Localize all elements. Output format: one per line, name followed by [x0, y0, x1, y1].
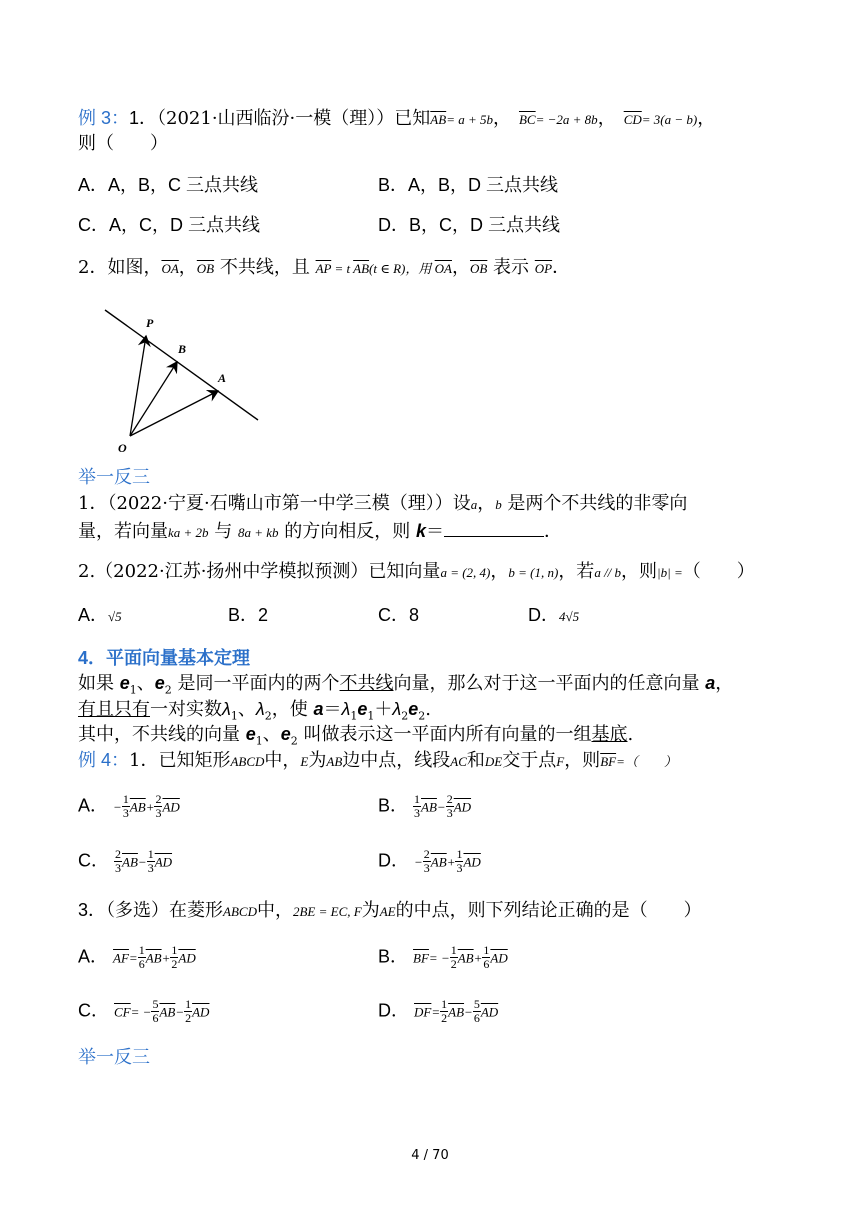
practice1-option-c: C．8 — [378, 605, 420, 625]
vec-ab: $\overline{AB}$ — [430, 112, 447, 127]
practice1-option-b: B．2 — [228, 605, 269, 625]
page-number: 4 / 70 — [411, 1148, 449, 1163]
theorem-line1: 如果 $e_1$、$e_2$ 是同一平面内的两个不共线向量，那么对于这一平面内的任意向量 a， — [78, 673, 734, 697]
vector-op — [130, 336, 146, 436]
vec-bc-value: = −2a + 8b — [535, 112, 598, 127]
ex3-option-b: B．A，B，D 三点共线 — [378, 175, 559, 195]
ex3-q1-source: （2021·山西临汾·一模（理））已知 — [157, 108, 431, 129]
ex4-q3-line: 3．（多选）在菱形ABCD中，2BE = EC, F为AE的中点，则下列结论正确的是（ ） — [78, 900, 702, 921]
ex4-q3-option-a: A． $\overline{AF}=$ $\frac{1}{6}$ $\overline{AB}+$ $\frac{1}{2}$ $\overline{AD}$ — [78, 943, 196, 971]
vec-ab-value: = a + 5b — [446, 112, 493, 127]
ex4-option-a: A． − $\frac{1}{3}$ $\overline{AB}+$ $\frac{2}{3}$ $\overline{AD}$ — [78, 792, 180, 820]
theorem-title: 4．平面向量基本定理 — [78, 648, 251, 668]
ex3-q1-number: 1． — [129, 108, 158, 128]
practice1-option-d: D．4√5 — [528, 605, 580, 625]
practice1-q1-line2: 量，若向量ka + 2b 与 8a + kb 的方向相反，则 k＝ ． — [78, 521, 563, 542]
vec-cd: $\overline{CD}$ — [623, 112, 642, 127]
ex3-q2-line: 2．如图，$\overline{OA}$，$\overline{OB}$ 不共线，且 $\overline{AP} = t$ $\overline{AB}(t$ ∈ R)，用 $\overline{OA}$，$\overline{OB}$ 表示 $\overline{OP}$． — [78, 257, 571, 278]
vec-bc: $\overline{BC}$ — [518, 112, 536, 127]
ex3-q1-line: 例 3：1．（2021·山西临汾·一模（理））已知$\overline{AB}= a + 5b$， $\overline{BC}= -2a + 8b$， $\overline{CD}= 3(a - b)$， — [78, 108, 716, 129]
line-pba — [105, 310, 258, 420]
ex4-option-c: C． $\frac{2}{3}$ $\overline{AB}-$ $\frac{1}{3}$ $\overline{AD}$ — [78, 847, 173, 875]
vector-figure — [100, 300, 270, 465]
ex3-q1-then: 则（ ） — [78, 133, 168, 154]
practice1-q2-line: 2.（2022·江苏·扬州中学模拟预测）已知向量a = (2, 4)，b = (1, n)，若a // b，则|b| =（ ） — [78, 561, 755, 582]
ex3-option-c: C．A，C，D 三点共线 — [78, 215, 261, 235]
ex4-q3-option-d: D． $\overline{DF}=$ $\frac{1}{2}$ $\overline{AB}-$ $\frac{5}{6}$ $\overline{AD}$ — [378, 997, 499, 1025]
ex3-option-d: D．B，C，D 三点共线 — [378, 215, 561, 235]
vector-ob — [130, 362, 177, 436]
practice2-title: 举一反三 — [78, 1047, 150, 1068]
practice1-title: 举一反三 — [78, 467, 150, 488]
theorem-line3: 其中，不共线的向量 $e_1$、$e_2$ 叫做表示这一平面内所有向量的一组基底. — [78, 724, 634, 748]
ex4-q1-line: 例 4：1．已知矩形ABCD中，E为AB边中点，线段AC和DE交于点F，则$\overline{BF}=$（ ） — [78, 750, 677, 771]
practice1-option-a: A．√5 — [78, 605, 122, 625]
theorem-line2: 有且只有一对实数$\lambda_1$、$\lambda_2$，使 $a=\lambda_1e_1+\lambda_2e_2$. — [78, 699, 431, 723]
ex3-option-a: A．A，B，C 三点共线 — [78, 175, 259, 195]
label-o: O — [118, 441, 127, 455]
vector-oa — [130, 391, 218, 436]
vec-cd-value: = 3(a − b) — [641, 112, 698, 127]
ex4-q3-option-b: B． $\overline{BF}=$ − $\frac{1}{2}$ $\overline{AB}+$ $\frac{1}{6}$ $\overline{AD}$ — [378, 943, 508, 971]
label-a: A — [218, 371, 227, 385]
practice1-q1-line1: 1．（2022·宁夏·石嘴山市第一中学三模（理））设a，b 是两个不共线的非零向 — [78, 493, 688, 514]
answer-blank — [444, 520, 544, 537]
ex3-label: 例 3： — [78, 108, 130, 128]
ex4-option-d: D． − $\frac{2}{3}$ $\overline{AB}+$ $\frac{1}{3}$ $\overline{AD}$ — [378, 847, 481, 875]
label-b: B — [178, 342, 187, 356]
label-p: P — [146, 316, 154, 330]
ex4-option-b: B． $\frac{1}{3}$ $\overline{AB}-$ $\frac{2}{3}$ $\overline{AD}$ — [378, 792, 472, 820]
ex4-q3-option-c: C． $\overline{CF}=$ − $\frac{5}{6}$ $\overline{AB}-$ $\frac{1}{2}$ $\overline{AD}$ — [78, 997, 210, 1025]
